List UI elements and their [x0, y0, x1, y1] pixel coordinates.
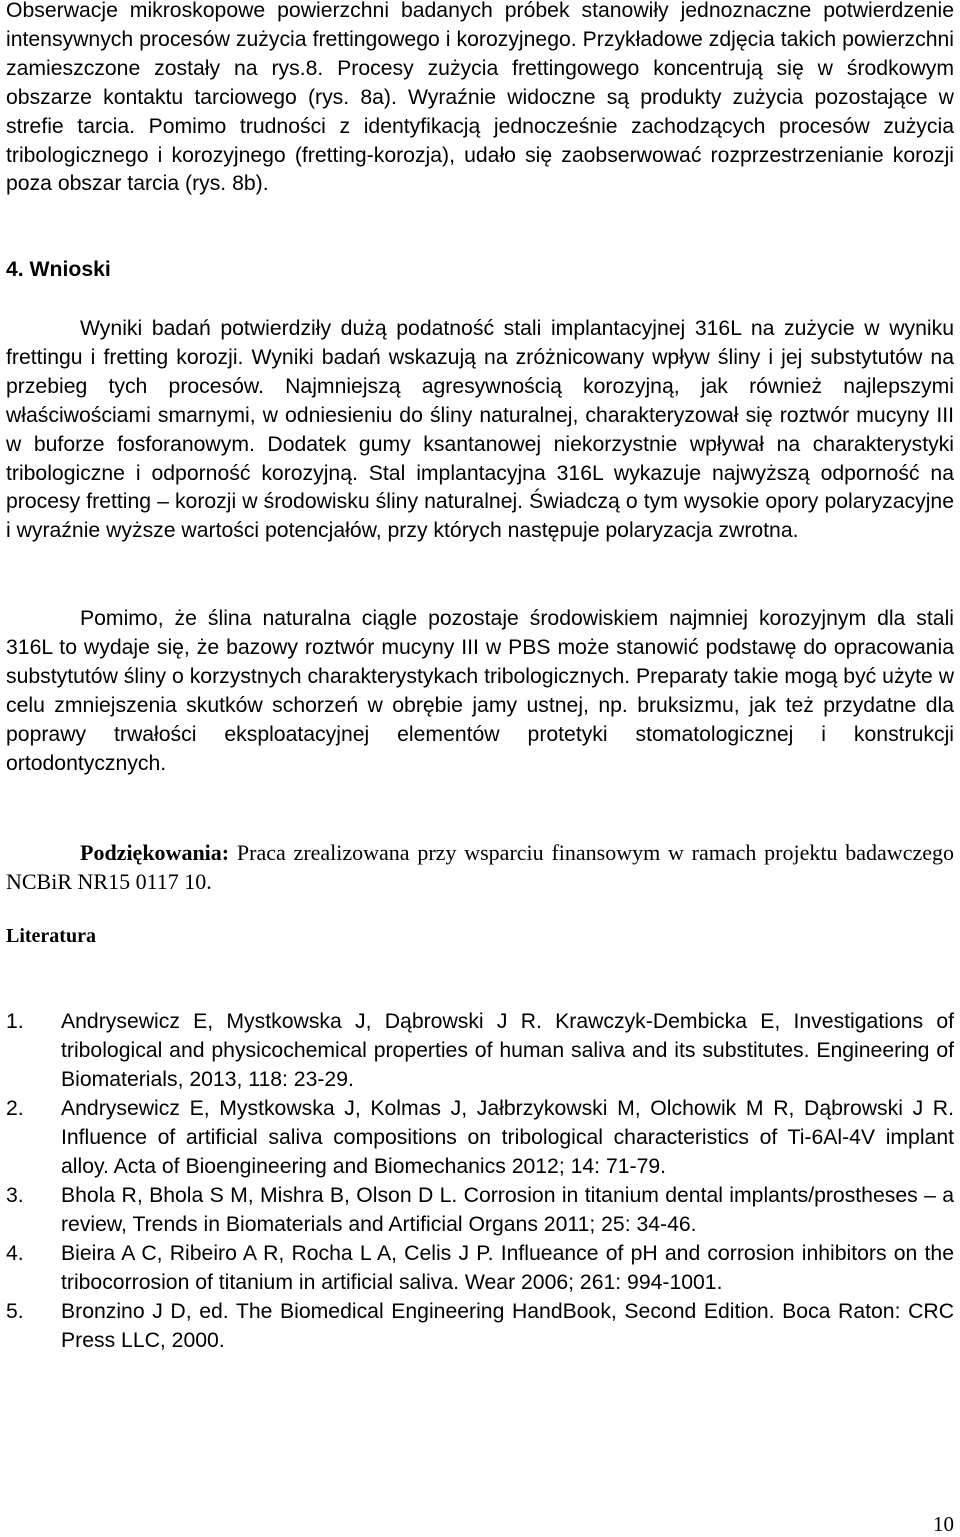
reference-item — [6, 1007, 954, 1094]
reference-list — [6, 1007, 954, 1355]
reference-item — [6, 1239, 954, 1297]
acknowledgement-text: Praca zrealizowana przy wsparciu finansowym w ramach projektu badawczego NCBiR NR15 0117 10. — [6, 840, 954, 894]
reference-item — [6, 1297, 954, 1355]
reference-item — [6, 1181, 954, 1239]
intro-paragraph: Obserwacje mikroskopowe powierzchni badanych próbek stanowiły jednoznaczne potwierdzenie intensywnych procesów zużycia frettingowego i korozyjnego. Przykładowe zdjęcia takich powierzchni zamieszczone zostały na rys.8. Procesy zużycia frettingowego koncentrują się w środkowym obszarze kontaktu tarciowego (rys. 8a). Wyraźnie widoczne są produkty zużycia pozostające w strefie tarcia. Pomimo trudności z identyfikacją jednocześnie zachodzących procesów zużycia tribologicznego i korozyjnego (fretting-korozja), udało się zaobserwować rozprzestrzenianie korozji poza obszar tarcia (rys. 8b). — [6, 0, 954, 196]
reference-item — [6, 1094, 954, 1181]
reference-text: Andrysewicz E, Mystkowska J, Kolmas J, Jałbrzykowski M, Olchowik M R, Dąbrowski J R. Influence of artificial saliva compositions on tribological characteristics of Ti-6Al-4V implant alloy. Acta of Bioengineering and Biomechanics 2012; 14: 71-79. — [61, 1097, 954, 1178]
reference-number: 5. — [6, 1300, 24, 1323]
reference-text: Bieira A C, Ribeiro A R, Rocha L A, Celis J P. Influeance of pH and corrosion inhibitors on the tribocorrosion of titanium in artificial saliva. Wear 2006; 261: 994-1001. — [61, 1242, 954, 1294]
reference-text: Andrysewicz E, Mystkowska J, Dąbrowski J R. Krawczyk-Dembicka E, Investigations of tribological and physicochemical properties of human saliva and its substitutes. Engineering of Biomaterials, 2013, 118: 23-29. — [61, 1010, 954, 1091]
reference-number: 3. — [6, 1184, 24, 1207]
reference-number: 2. — [6, 1097, 24, 1120]
literature-heading: Literatura — [6, 925, 96, 947]
reference-text: Bhola R, Bhola S M, Mishra B, Olson D L. Corrosion in titanium dental implants/prostheses – a review, Trends in Biomaterials and Artificial Organs 2011; 25: 34-46. — [61, 1184, 954, 1236]
conclusions-paragraph-2: Pomimo, że ślina naturalna ciągle pozostaje środowiskiem najmniej korozyjnym dla stali 316L to wydaje się, że bazowy roztwór mucyny III w PBS może stanowić podstawę do opracowania substytutów śliny o korzystnych charakterystykach tribologicznych. Preparaty takie mogą być użyte w celu zmniejszenia skutków schorzeń w obrębie jamy ustnej, np. bruksizmu, jak też przydatne dla poprawy trwałości eksploatacyjnej elementów protetyki stomatologicznej i konstrukcji ortodontycznych. — [6, 607, 954, 775]
section-heading-conclusions: 4. Wnioski — [6, 258, 111, 281]
page-number: 10 — [933, 1512, 954, 1536]
reference-number: 4. — [6, 1242, 24, 1265]
reference-text: Bronzino J D, ed. The Biomedical Engineering HandBook, Second Edition. Boca Raton: CRC Press LLC, 2000. — [61, 1300, 954, 1352]
acknowledgement-paragraph — [6, 838, 954, 896]
acknowledgement-label: Podziękowania: — [80, 840, 230, 865]
conclusions-paragraph-1: Wyniki badań potwierdziły dużą podatność stali implantacyjnej 316L na zużycie w wyniku frettingu i fretting korozji. Wyniki badań wskazują na zróżnicowany wpływ śliny i jej substytutów na przebieg tych procesów. Najmniejszą agresywnością korozyjną, jak również najlepszymi właściwościami smarnymi, w odniesieniu do śliny naturalnej, charakteryzował się roztwór mucyny III w buforze fosforanowym. Dodatek gumy ksantanowej niekorzystnie wpływał na charakterystyki tribologiczne i odporność korozyjną. Stal implantacyjna 316L wykazuje najwyższą odporność na procesy fretting – korozji w środowisku śliny naturalnej. Świadczą o tym wysokie opory polaryzacyjne i wyraźnie wyższe wartości potencjałów, przy których następuje polaryzacja zwrotna. — [6, 317, 954, 543]
reference-number: 1. — [6, 1010, 24, 1033]
